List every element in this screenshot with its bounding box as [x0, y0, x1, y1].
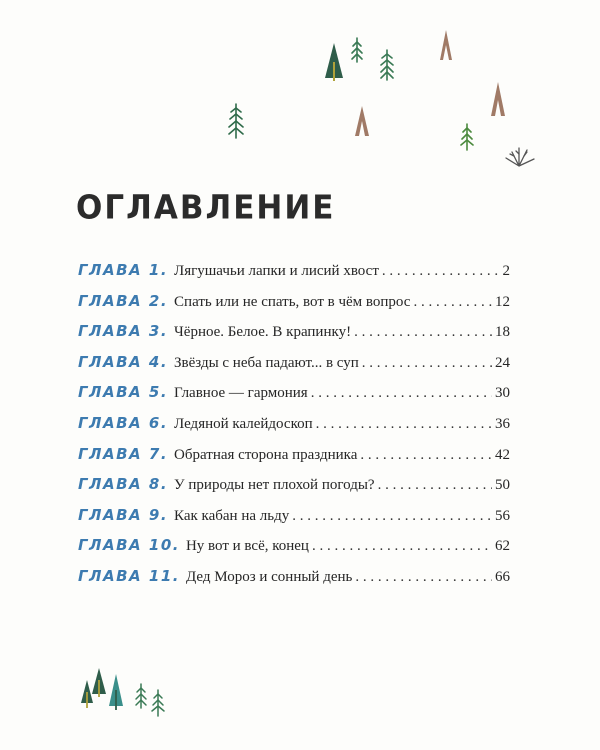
toc-entry[interactable] — [78, 530, 510, 561]
dot-leader — [354, 317, 492, 347]
page-number: 56 — [495, 507, 510, 524]
chapter-label: ГЛАВА 2. — [78, 291, 169, 310]
dot-leader — [378, 470, 492, 500]
dot-leader — [312, 531, 492, 561]
page-number: 18 — [495, 324, 510, 341]
toc-entry[interactable] — [78, 439, 510, 470]
spruce-tree-icon — [152, 690, 164, 716]
triangle-tree-icon — [491, 82, 505, 116]
chapter-title: Чёрное. Белое. В крапинку! — [174, 324, 352, 341]
chapter-title: Главное — гармония — [174, 385, 308, 402]
dot-leader — [362, 348, 492, 378]
chapter-label: ГЛАВА 4. — [78, 352, 169, 371]
dot-leader — [360, 440, 492, 470]
page-number: 36 — [495, 415, 510, 432]
page-number: 24 — [495, 354, 510, 371]
triangle-tree-icon — [325, 43, 343, 81]
toc-entry[interactable] — [78, 255, 510, 286]
toc-entry[interactable] — [78, 408, 510, 439]
dot-leader — [355, 562, 492, 592]
spruce-tree-icon — [136, 684, 146, 708]
toc-entry[interactable] — [78, 377, 510, 408]
chapter-label: ГЛАВА 10. — [78, 536, 180, 555]
dot-leader — [316, 409, 492, 439]
triangle-tree-icon — [92, 668, 106, 697]
chapter-title: Дед Мороз и сонный день — [185, 568, 353, 585]
chapter-label: ГЛАВА 9. — [78, 505, 169, 524]
spruce-tree-icon — [461, 124, 473, 150]
toc-entry[interactable] — [78, 561, 510, 592]
table-of-contents — [78, 255, 510, 592]
spruce-tree-icon — [352, 38, 362, 62]
toc-entry[interactable] — [78, 500, 510, 531]
toc-entry[interactable] — [78, 286, 510, 317]
triangle-tree-icon — [355, 106, 369, 136]
spruce-tree-icon — [229, 104, 243, 138]
chapter-title: Обратная сторона праздника — [174, 446, 358, 463]
dot-leader — [311, 378, 492, 408]
chapter-title: Звёзды с неба падают... в суп — [174, 354, 359, 371]
page-number: 2 — [502, 263, 510, 279]
chapter-label: ГЛАВА 6. — [78, 413, 169, 432]
dot-leader — [292, 501, 492, 531]
top-trees-illustration — [0, 0, 600, 190]
bare-bush-icon — [506, 148, 534, 166]
toc-entry[interactable] — [78, 347, 510, 378]
chapter-title: Ледяной калейдоскоп — [174, 415, 313, 432]
chapter-label: ГЛАВА 7. — [78, 444, 169, 463]
chapter-title: Спать или не спать, вот в чём вопрос — [174, 293, 411, 310]
chapter-title: Ну вот и всё, конец — [185, 538, 309, 555]
chapter-label: ГЛАВА 3. — [78, 322, 169, 341]
chapter-label: ГЛАВА 5. — [78, 383, 169, 402]
chapter-title: У природы нет плохой погоды? — [174, 477, 375, 494]
toc-entry[interactable] — [78, 469, 510, 500]
page-number: 62 — [495, 538, 510, 555]
toc-entry[interactable] — [78, 316, 510, 347]
spruce-tree-icon — [381, 50, 393, 80]
chapter-label: ГЛАВА 8. — [78, 475, 169, 494]
page-number: 50 — [495, 477, 510, 494]
chapter-label: ГЛАВА 11. — [78, 566, 180, 585]
page-number: 42 — [495, 446, 510, 463]
triangle-tree-icon — [109, 674, 123, 710]
chapter-title: Лягушачьи лапки и лисий хвост — [174, 263, 379, 279]
chapter-label: ГЛАВА 1. — [78, 261, 169, 279]
page-number: 30 — [495, 385, 510, 402]
dot-leader — [413, 287, 492, 317]
dot-leader — [382, 256, 500, 286]
page-title: ОГЛАВЛЕНИЕ — [76, 189, 336, 227]
triangle-tree-icon — [81, 680, 93, 708]
triangle-tree-icon — [440, 30, 452, 60]
page-number: 12 — [495, 293, 510, 310]
page-number: 66 — [495, 568, 510, 585]
chapter-title: Как кабан на льду — [174, 507, 290, 524]
